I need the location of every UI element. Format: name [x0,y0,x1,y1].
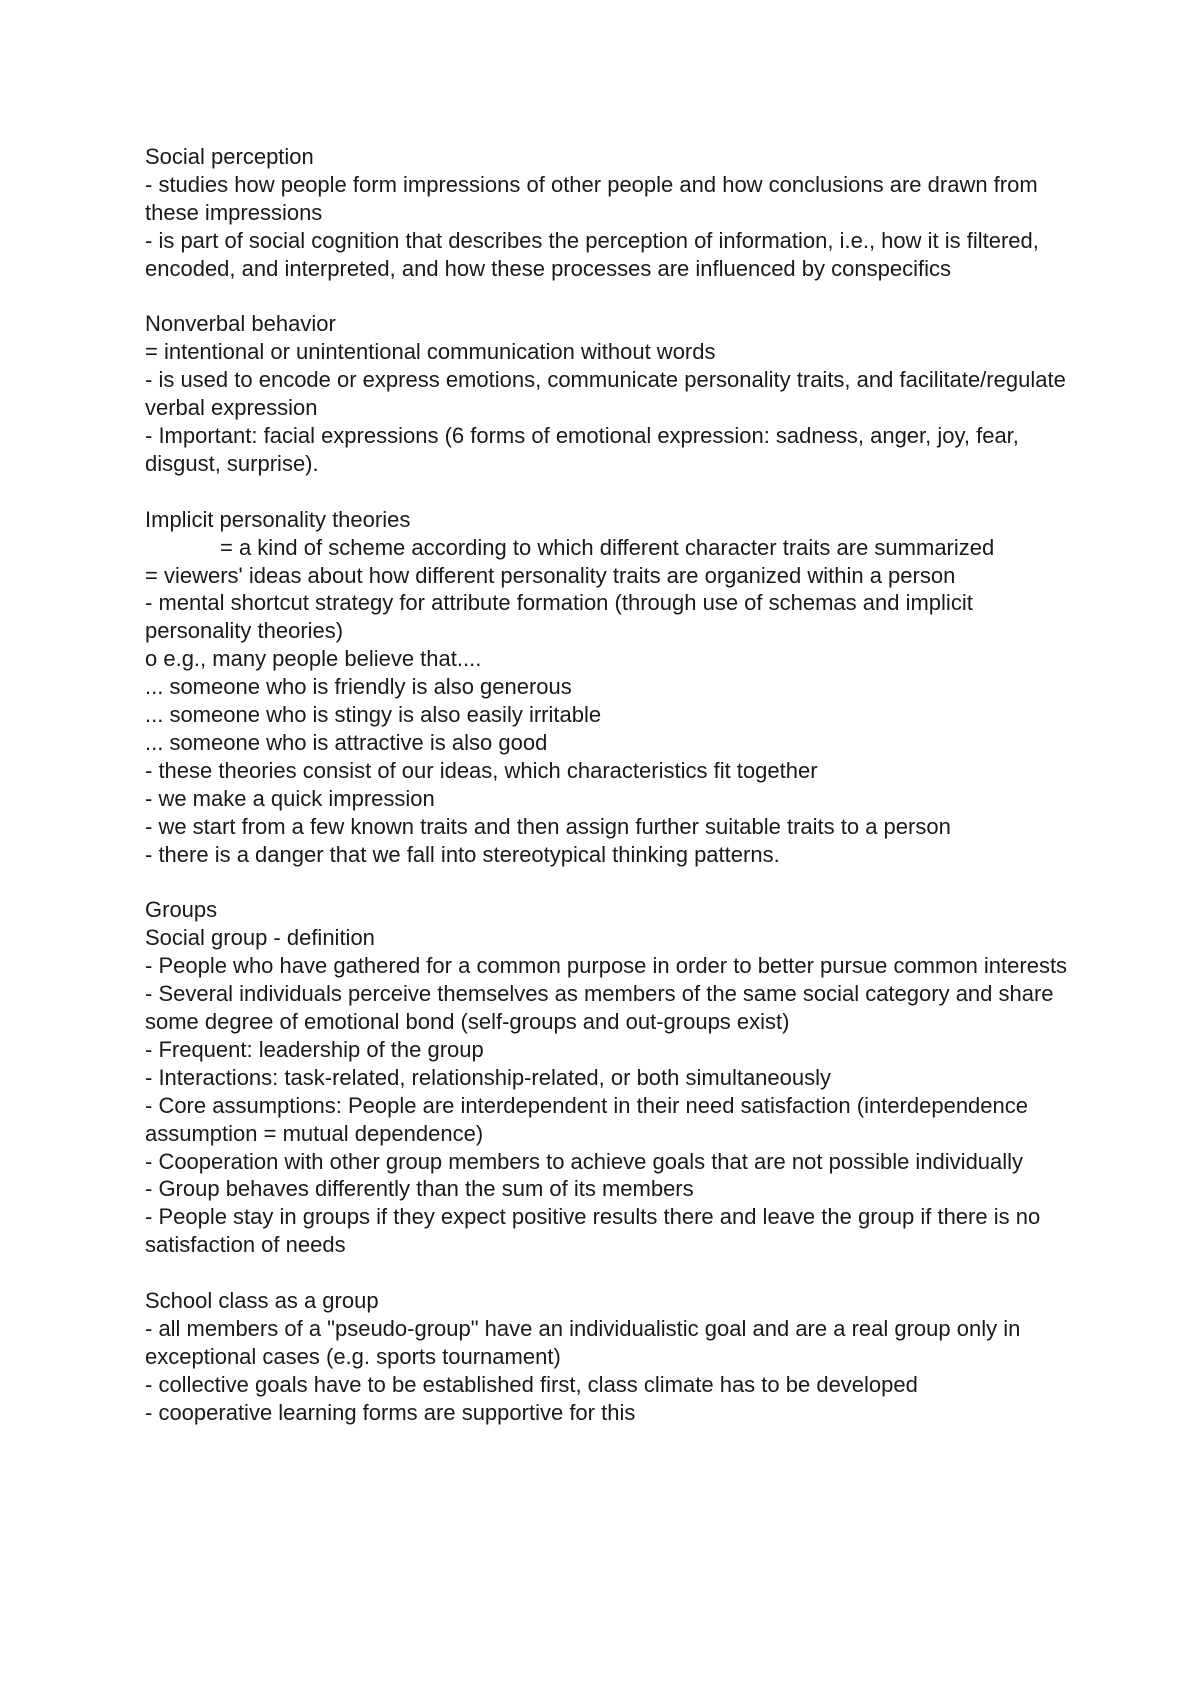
text-line: - there is a danger that we fall into stereotypical thinking patterns. [145,841,780,867]
text-line: - these theories consist of our ideas, which characteristics fit together [145,757,818,783]
section-heading: Social perception [145,144,314,169]
section-heading: Groups [145,897,218,923]
text-line: - Important: facial expressions (6 forms of emotional expression: sadness, anger, joy, fear, disgust, surprise). [145,423,1026,476]
text-line: = viewers' ideas about how different personality traits are organized within a person [145,562,956,588]
section-nonverbal-behavior [145,310,1075,477]
text-line: ... someone who is attractive is also good [145,730,548,755]
text-line: - Group behaves differently than the sum of its members [145,1176,694,1202]
section-heading: School class as a group [145,1288,379,1314]
text-line: - Several individuals perceive themselves as members of the same social category and share some degree of emotional bond (self-groups and out-groups exist) [145,981,1060,1035]
text-line: - Core assumptions: People are interdependent in their need satisfaction (interdependence assumption = mutual dependence) [145,1092,1035,1146]
subheading: Social group - definition [145,925,375,951]
text-line: = a kind of scheme according to which different character traits are summarized [220,534,995,560]
text-line: - is part of social cognition that describes the perception of information, i.e., how it is filtered, encoded, and interpreted, and how these processes are influenced by conspecifics [145,227,1046,281]
text-line: - mental shortcut strategy for attribute formation (through use of schemas and implicit personality theories) [145,590,979,644]
text-line: ... someone who is friendly is also generous [145,674,572,700]
document-page [145,143,1075,1427]
text-line: = intentional or unintentional communication without words [145,339,716,365]
text-line: - cooperative learning forms are supportive for this [145,1399,636,1425]
text-line: - Cooperation with other group members to achieve goals that are not possible individually [145,1148,1024,1174]
text-line: - studies how people form impressions of other people and how conclusions are drawn from these impressions [145,171,1044,225]
text-line: ... someone who is stingy is also easily irritable [145,702,602,728]
text-line: - we start from a few known traits and then assign further suitable traits to a person [145,813,951,839]
text-line: - People who have gathered for a common purpose in order to better pursue common interests [145,953,1068,979]
section-heading: Nonverbal behavior [145,311,336,337]
section-school-class [145,1287,1075,1427]
section-groups [145,896,1075,1259]
text-line: - People stay in groups if they expect positive results there and leave the group if there is no satisfaction of needs [145,1204,1047,1258]
text-line: - all members of a "pseudo-group" have an individualistic goal and are a real group only in exceptional cases (e.g. sports tournament) [145,1316,1027,1369]
text-line: - we make a quick impression [145,785,435,811]
text-line: o e.g., many people believe that.... [145,646,482,672]
section-social-perception [145,143,1075,283]
section-implicit-personality-theories [145,506,1075,869]
section-heading: Implicit personality theories [145,506,411,532]
text-line: - Frequent: leadership of the group [145,1036,484,1062]
text-line: - Interactions: task-related, relationship-related, or both simultaneously [145,1064,832,1090]
text-line: - is used to encode or express emotions, communicate personality traits, and facilitate/regulate verbal expression [145,367,1072,421]
text-line: - collective goals have to be established first, class climate has to be developed [145,1371,918,1397]
